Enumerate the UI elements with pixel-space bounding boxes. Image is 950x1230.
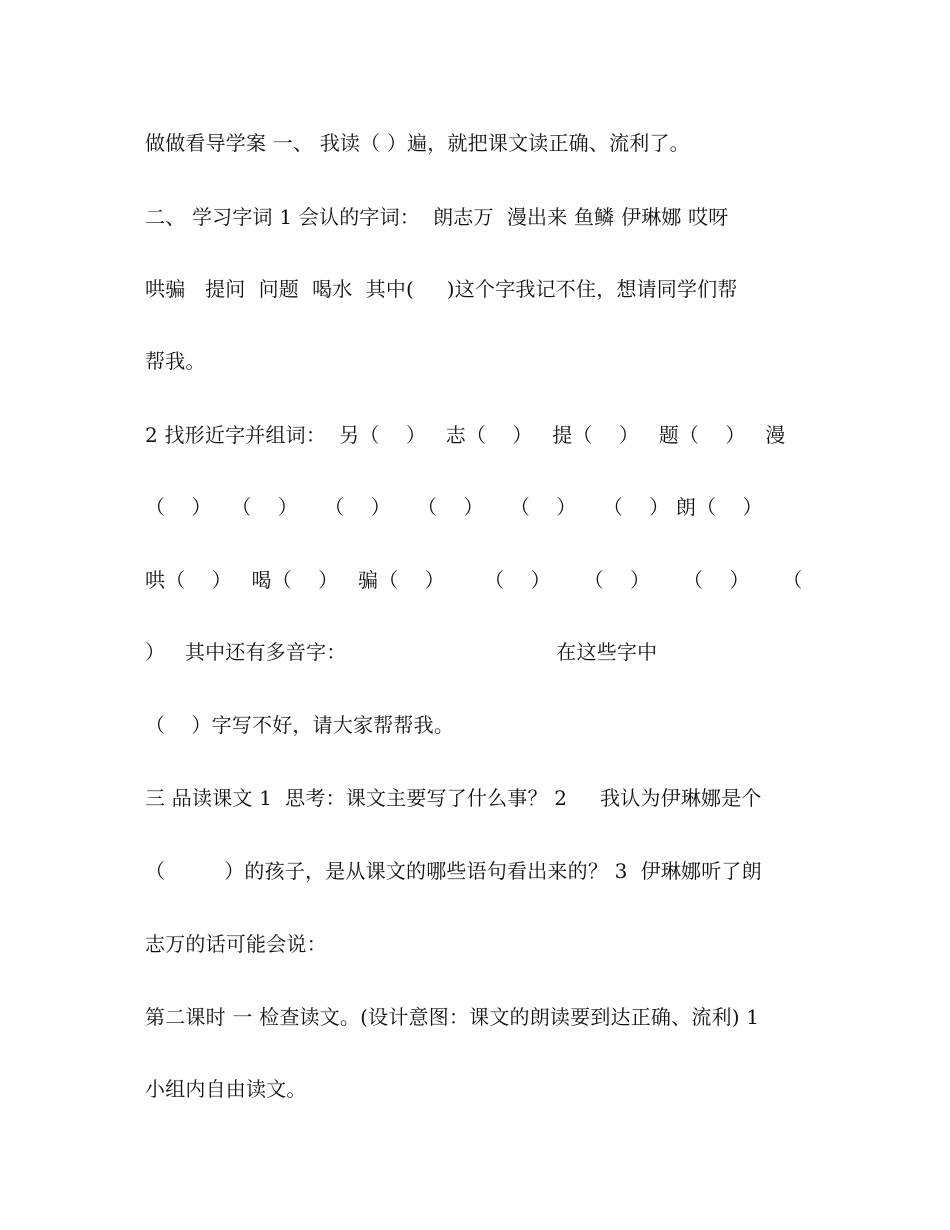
text-line-4: 帮我。	[145, 349, 206, 373]
text-line-12: 志万的话可能会说：	[145, 932, 327, 956]
text-line-11: （ ）的孩子，是从课文的哪些语句看出来的？ 3 伊琳娜听了朗	[145, 859, 762, 883]
text-line-8: ） 其中还有多音字： 在这些字中	[145, 640, 658, 664]
text-line-10: 三 品读课文 1 思考：课文主要写了什么事？ 2 我认为伊琳娜是个	[145, 786, 762, 810]
text-line-13: 第二课时 一 检查读文。(设计意图：课文的朗读要到达正确、流利) 1	[145, 1005, 760, 1029]
text-line-7: 哄（ ） 喝（ ） 骗（ ） （ ） （ ） （ ） （	[145, 568, 803, 592]
text-line-6: （ ） （ ） （ ） （ ） （ ） （ ） 朗（ ）	[145, 495, 763, 519]
text-line-2: 二、 学习字词 1 会认的字词： 朗志万 漫出来 鱼鳞 伊琳娜 哎呀	[145, 205, 729, 229]
text-line-3: 哄骗 提问 问题 喝水 其中( )这个字我记不住，想请同学们帮	[145, 277, 738, 301]
text-line-5: 2 找形近字并组词： 另（ ） 志（ ） 提（ ） 题（ ） 漫	[145, 423, 786, 447]
text-line-1: 做做看导学案 一、 我读（ ）遍，就把课文读正确、流利了。	[145, 131, 690, 155]
text-line-14: 小组内自由读文。	[145, 1077, 307, 1101]
text-line-9: （ ）字写不好，请大家帮帮我。	[145, 713, 455, 737]
